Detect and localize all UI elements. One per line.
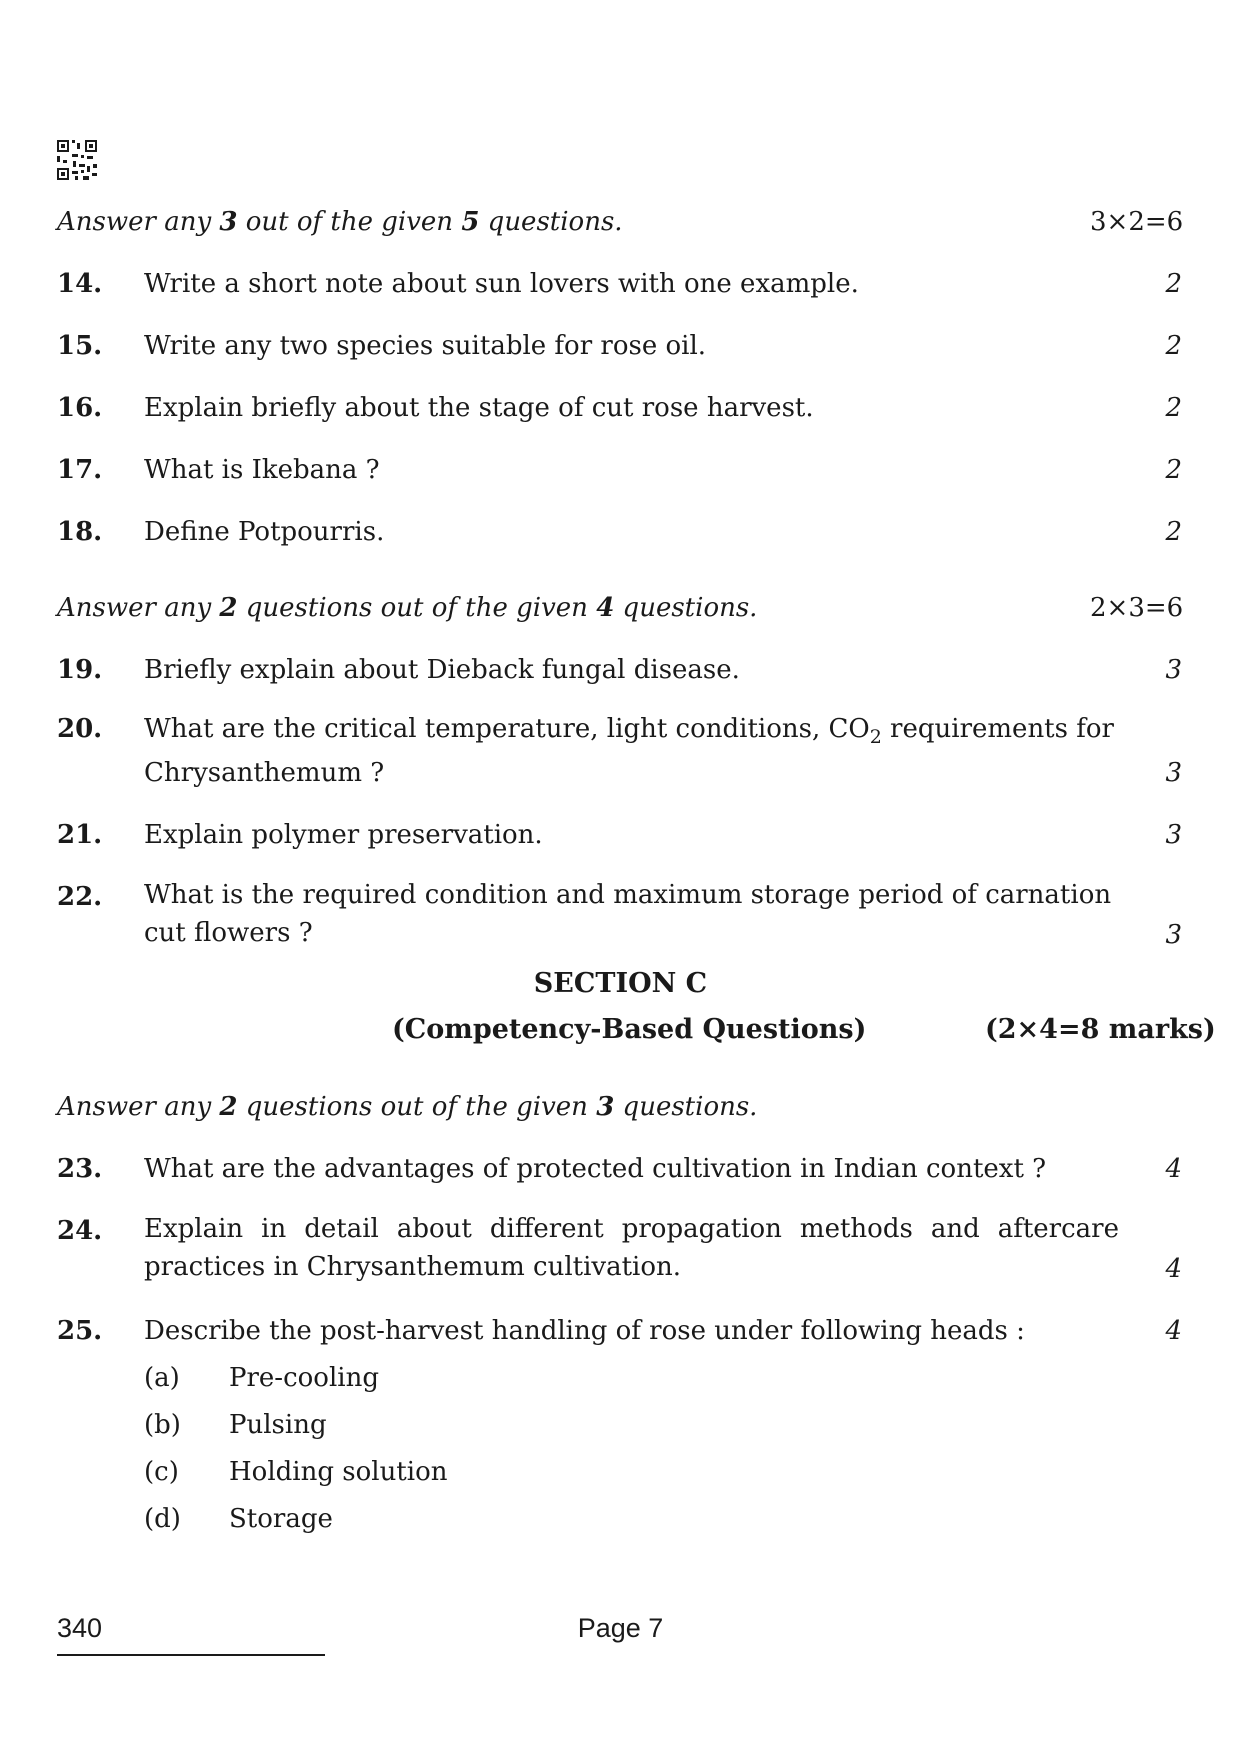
question-marks: 4 [1165,1316,1182,1346]
question-marks: 2 [1165,455,1182,485]
group-2-total-marks: 2×3=6 [1090,593,1184,623]
question-number: 18. [57,517,103,547]
question-marks: 2 [1165,331,1182,361]
question-text: Explain in detail about different propagation methods and aftercare practices in Chrysanthemum cultivation. [144,1214,1119,1282]
question-number: 23. [57,1154,103,1184]
question-marks: 3 [1165,920,1182,950]
question-number: 24. [57,1216,103,1246]
question-text: Explain briefly about the stage of cut rose harvest. [144,393,814,423]
instruction-group-2: Answer any 2 questions out of the given 4 questions. [57,593,758,623]
footer-divider [57,1654,325,1656]
question-number: 25. [57,1316,103,1346]
option-text: Storage [229,1504,333,1534]
section-marks: (2×4=8 marks) [985,1014,1216,1045]
question-number: 22. [57,882,103,912]
instruction-section-c: Answer any 2 questions out of the given 3 questions. [57,1092,758,1122]
option-label: (a) [144,1363,180,1393]
question-marks: 3 [1165,655,1182,685]
question-text: What is the required condition and maximum storage period of carnation cut flowers ? [144,880,1112,948]
question-text: Write any two species suitable for rose oil. [144,331,707,361]
qr-code-icon [57,140,97,180]
question-number: 15. [57,331,103,361]
section-title: SECTION C [533,968,708,999]
option-label: (b) [144,1410,181,1440]
question-text: Define Potpourris. [144,517,385,547]
question-text-line-2: Chrysanthemum ? [144,758,385,788]
question-marks: 2 [1165,269,1182,299]
question-number: 14. [57,269,103,299]
option-text: Holding solution [229,1457,448,1487]
option-label: (d) [144,1504,181,1534]
question-text: Explain polymer preservation. [144,820,543,850]
question-number: 19. [57,655,103,685]
group-1-total-marks: 3×2=6 [1090,207,1184,237]
question-number: 20. [57,714,103,744]
option-text: Pulsing [229,1410,327,1440]
question-number: 17. [57,455,103,485]
question-marks: 4 [1165,1254,1182,1284]
question-text: Describe the post-harvest handling of rose under following heads : [144,1316,1025,1346]
question-number: 16. [57,393,103,423]
question-text: What are the advantages of protected cultivation in Indian context ? [144,1154,1047,1184]
option-label: (c) [144,1457,179,1487]
page-number: Page 7 [577,1613,664,1643]
question-marks: 4 [1165,1154,1182,1184]
question-text: Write a short note about sun lovers with one example. [144,269,859,299]
question-number: 21. [57,820,103,850]
question-marks: 2 [1165,393,1182,423]
instruction-group-1: Answer any 3 out of the given 5 questions. [57,207,623,237]
question-marks: 2 [1165,517,1182,547]
option-text: Pre-cooling [229,1363,379,1393]
question-marks: 3 [1165,758,1182,788]
question-text: Briefly explain about Dieback fungal disease. [144,655,740,685]
paper-code: 340 [57,1613,103,1643]
question-text: What are the critical temperature, light conditions, $CO_2$ requirements for [144,714,1114,749]
question-marks: 3 [1165,820,1182,850]
question-text: What is Ikebana ? [144,455,380,485]
section-subtitle: (Competency-Based Questions) [392,1014,867,1045]
